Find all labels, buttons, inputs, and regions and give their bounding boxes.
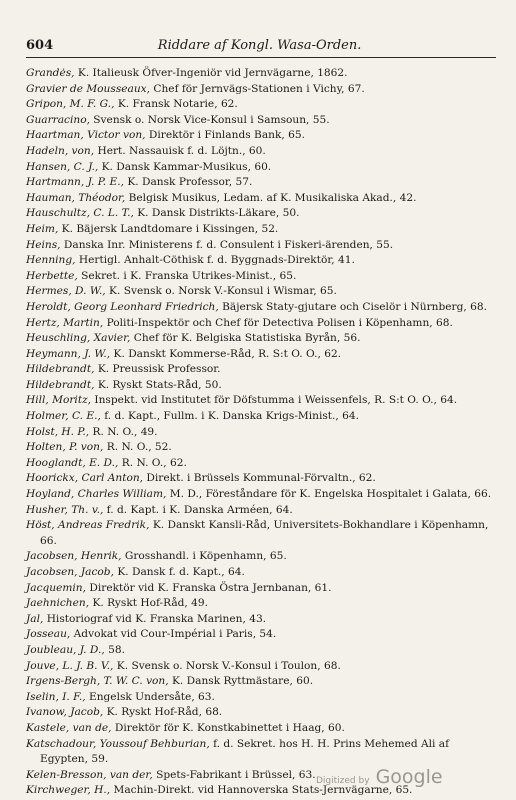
entry-row xyxy=(26,518,496,549)
entry-row xyxy=(26,690,496,706)
entry-description: Hertigl. Anhalt-Cöthisk f. d. Byggnads-Direktör, 41. xyxy=(75,254,355,267)
entry-name: Heins, xyxy=(26,238,61,251)
entry-description: f. d. Kapt., Fullm. i K. Danska Krigs-Minist., 64. xyxy=(100,410,359,423)
entry-name: Josseau, xyxy=(26,628,71,641)
entry-description: Chef för K. Belgiska Statistiska Byrån, 56. xyxy=(130,332,361,345)
entry-row xyxy=(26,284,496,300)
entry-row xyxy=(26,503,496,519)
entry-row xyxy=(26,175,496,191)
entry-row xyxy=(26,144,496,160)
entry-description: K. Danskt Kommerse-Råd, R. S:t O. O., 62. xyxy=(110,347,342,360)
entry-row xyxy=(26,581,496,597)
entry-name: Irgens-Bergh, T. W. C. von, xyxy=(26,675,169,688)
page-number: 604 xyxy=(26,38,54,53)
entry-row xyxy=(26,316,496,332)
entry-description: K. Danskt Kansli-Råd, Universitets-Bokhandlare i Köpenhamn, 66. xyxy=(40,519,489,547)
entry-description: K. Dansk f. d. Kapt., 64. xyxy=(113,566,245,578)
book-page xyxy=(26,38,496,799)
entry-description: R. N. O., 52. xyxy=(103,441,172,454)
entry-description: Belgisk Musikus, Ledam. af K. Musikaliska Akad., 42. xyxy=(125,191,417,204)
entry-row xyxy=(26,409,496,425)
entry-name: Herbette, xyxy=(26,269,78,282)
entry-description: K. Ryskt Stats-Råd, 50. xyxy=(94,378,222,391)
entry-name: Guarracino, xyxy=(26,113,90,126)
entry-description: K. Italieusk Öfver-Ingeniör vid Jernvägarne, 1862. xyxy=(74,67,348,79)
entry-row xyxy=(26,82,496,98)
entry-description: Sekret. i K. Franska Utrikes-Minist., 65. xyxy=(77,269,297,282)
entry-description: K. Preussisk Professor. xyxy=(94,363,221,376)
entry-description: Politi-Inspektör och Chef för Detectiva Polisen i Köpenhamn, 68. xyxy=(103,316,453,329)
entry-description: Spets-Fabrikant i Brüssel, 63. xyxy=(152,768,316,781)
google-logo: Google xyxy=(375,766,443,788)
entry-row xyxy=(26,222,496,238)
entry-name: Hildebrandt, xyxy=(26,378,95,391)
entry-name: Hansen, C. J., xyxy=(26,160,99,173)
entry-row xyxy=(26,565,496,581)
entry-row xyxy=(26,737,496,768)
entry-name: Jacobsen, Jacob, xyxy=(26,566,114,578)
digitization-watermark xyxy=(316,766,443,788)
entry-description: K. Svensk o. Norsk V.-Konsul i Toulon, 68. xyxy=(113,659,341,672)
entry-name: Jacobsen, Henrik, xyxy=(26,550,122,563)
entry-description: R. N. O., 49. xyxy=(89,425,158,438)
entry-description: Bäjersk Staty-gjutare och Ciselör i Nürnberg, 68. xyxy=(218,300,487,313)
entry-name: Heroldt, Georg Leonhard Friedrich, xyxy=(26,300,219,313)
entry-row xyxy=(26,674,496,690)
entry-row xyxy=(26,378,496,394)
entry-description: f. d. Kapt. i K. Danska Arméen, 64. xyxy=(103,503,293,516)
entry-name: Heymann, J. W., xyxy=(26,347,111,360)
entry-name: Katschadour, Youssouf Behburian, xyxy=(26,737,210,750)
entry-row xyxy=(26,627,496,643)
entry-row xyxy=(26,300,496,316)
entry-row xyxy=(26,113,496,129)
entry-description: Inspekt. vid Institutet för Döfstumma i Weissenfels, R. S:t O. O., 64. xyxy=(91,394,458,407)
entry-name: Hermes, D. W., xyxy=(26,285,106,298)
entry-row xyxy=(26,456,496,472)
entry-description: Svensk o. Norsk Vice-Konsul i Samsoun, 55. xyxy=(89,113,330,126)
entry-name: Holten, P. von, xyxy=(26,441,104,454)
entry-description: Direkt. i Brüssels Kommunal-Förvaltn., 62. xyxy=(143,472,376,485)
entry-description: K. Ryskt Hof-Råd, 68. xyxy=(103,706,223,719)
digitized-by-label: Digitized by xyxy=(316,776,370,786)
entry-name: Hildebrandt, xyxy=(26,363,95,376)
entry-name: Jal, xyxy=(26,612,44,625)
entry-name: Holmer, C. E., xyxy=(26,410,101,423)
entry-name: Ivanow, Jacob, xyxy=(26,706,104,719)
entry-name: Jaehnichen, xyxy=(26,597,90,610)
entry-description: Hert. Nassauisk f. d. Löjtn., 60. xyxy=(94,144,266,157)
entry-row xyxy=(26,362,496,378)
entry-row xyxy=(26,191,496,207)
entry-name: Haartman, Victor von, xyxy=(26,129,146,142)
running-title: Riddare af Kongl. Wasa-Orden. xyxy=(157,38,362,53)
entry-description: 58. xyxy=(104,643,125,656)
entry-description: K. Dansk Distrikts-Läkare, 50. xyxy=(133,207,300,220)
entry-row xyxy=(26,238,496,254)
entry-description: Chef för Jernvägs-Stationen i Vichy, 67. xyxy=(150,82,365,95)
entry-row xyxy=(26,440,496,456)
entry-description: f. d. Sekret. hos H. H. Prins Mehemed Ali af Egypten, 59. xyxy=(40,737,449,766)
entry-name: Husher, Th. v., xyxy=(26,503,104,516)
entry-name: Joubleau, J. D., xyxy=(26,643,105,656)
entry-name: Hoyland, Charles William, xyxy=(26,488,167,501)
entry-row xyxy=(26,596,496,612)
entry-name: Holst, H. P., xyxy=(26,425,90,438)
entry-description: Direktör för K. Konstkabinettet i Haag, 60. xyxy=(111,721,345,734)
entry-description: Engelsk Undersåte, 63. xyxy=(85,690,215,703)
entry-name: Hartmann, J. P. E., xyxy=(26,176,124,189)
entry-row xyxy=(26,549,496,565)
page-header xyxy=(26,38,496,58)
entry-description: K. Dansk Ryttmästare, 60. xyxy=(168,675,314,688)
entry-name: Iselin, I. F., xyxy=(26,690,86,703)
entry-row xyxy=(26,612,496,628)
entry-description: M. D., Föreståndare för K. Engelska Hospitalet i Galata, 66. xyxy=(166,488,492,501)
entry-name: Hauschultz, C. L. T., xyxy=(26,207,134,220)
entry-description: K. Svensk o. Norsk V.-Konsul i Wismar, 65. xyxy=(105,285,337,298)
entry-name: Henning, xyxy=(26,254,76,267)
entry-name: Heim, xyxy=(26,222,59,235)
entry-description: R. N. O., 62. xyxy=(118,456,187,469)
entry-row xyxy=(26,206,496,222)
entry-description: Machin-Direkt. vid Hannoverska Stats-Jernvägarne, 65. xyxy=(110,784,413,797)
entry-name: Höst, Andreas Fredrik, xyxy=(26,519,150,532)
entry-row xyxy=(26,643,496,659)
entry-description: Danska Inr. Ministerens f. d. Consulent i Fiskeri-ärenden, 55. xyxy=(60,238,394,251)
entry-name: Hertz, Martin, xyxy=(26,316,104,329)
entry-name: Gravier de Mousseaux, xyxy=(26,82,151,95)
entry-row xyxy=(26,97,496,113)
entry-name: Kastele, van de, xyxy=(26,721,112,734)
entry-description: K. Dansk Kammar-Musikus, 60. xyxy=(98,160,272,173)
entry-row xyxy=(26,487,496,503)
entry-name: Hauman, Théodor, xyxy=(26,191,126,204)
entry-row xyxy=(26,128,496,144)
entry-row xyxy=(26,331,496,347)
entry-description: K. Bäjersk Landtdomare i Kissingen, 52. xyxy=(58,222,279,235)
entry-row xyxy=(26,471,496,487)
entry-description: K. Dansk Professor, 57. xyxy=(123,176,253,189)
entry-description: K. Ryskt Hof-Råd, 49. xyxy=(89,597,209,610)
entry-row xyxy=(26,269,496,285)
entry-name: Hill, Moritz, xyxy=(26,394,92,407)
entry-description: Direktör vid K. Franska Östra Jernbanan, 61. xyxy=(86,581,332,594)
entry-name: Jouve, L. J. B. V., xyxy=(26,659,114,672)
entry-name: Hoorickx, Carl Anton, xyxy=(26,472,144,485)
entry-description: Direktör i Finlands Bank, 65. xyxy=(145,129,305,142)
entry-row xyxy=(26,347,496,363)
entry-name: Kelen-Bresson, van der, xyxy=(26,768,153,781)
entry-name: Hooglandt, E. D., xyxy=(26,456,119,469)
entry-row xyxy=(26,721,496,737)
entry-name: Grandės, xyxy=(26,67,75,79)
entry-row xyxy=(26,659,496,675)
entry-list xyxy=(26,66,496,799)
entry-row xyxy=(26,425,496,441)
entry-row xyxy=(26,393,496,409)
entry-description: K. Fransk Notarie, 62. xyxy=(114,98,238,111)
entry-description: Grosshandl. i Köpenhamn, 65. xyxy=(121,550,287,563)
entry-row xyxy=(26,66,496,82)
entry-name: Gripon, M. F. G., xyxy=(26,98,115,111)
entry-row xyxy=(26,160,496,176)
entry-name: Kirchweger, H., xyxy=(26,784,111,797)
entry-row xyxy=(26,253,496,269)
entry-name: Heuschling, Xavier, xyxy=(26,332,131,345)
entry-row xyxy=(26,705,496,721)
entry-name: Jacquemin, xyxy=(26,581,86,594)
entry-description: Historiograf vid K. Franska Marinen, 43. xyxy=(43,612,267,625)
entry-name: Hadeln, von, xyxy=(26,144,95,157)
entry-description: Advokat vid Cour-Impérial i Paris, 54. xyxy=(70,628,277,641)
